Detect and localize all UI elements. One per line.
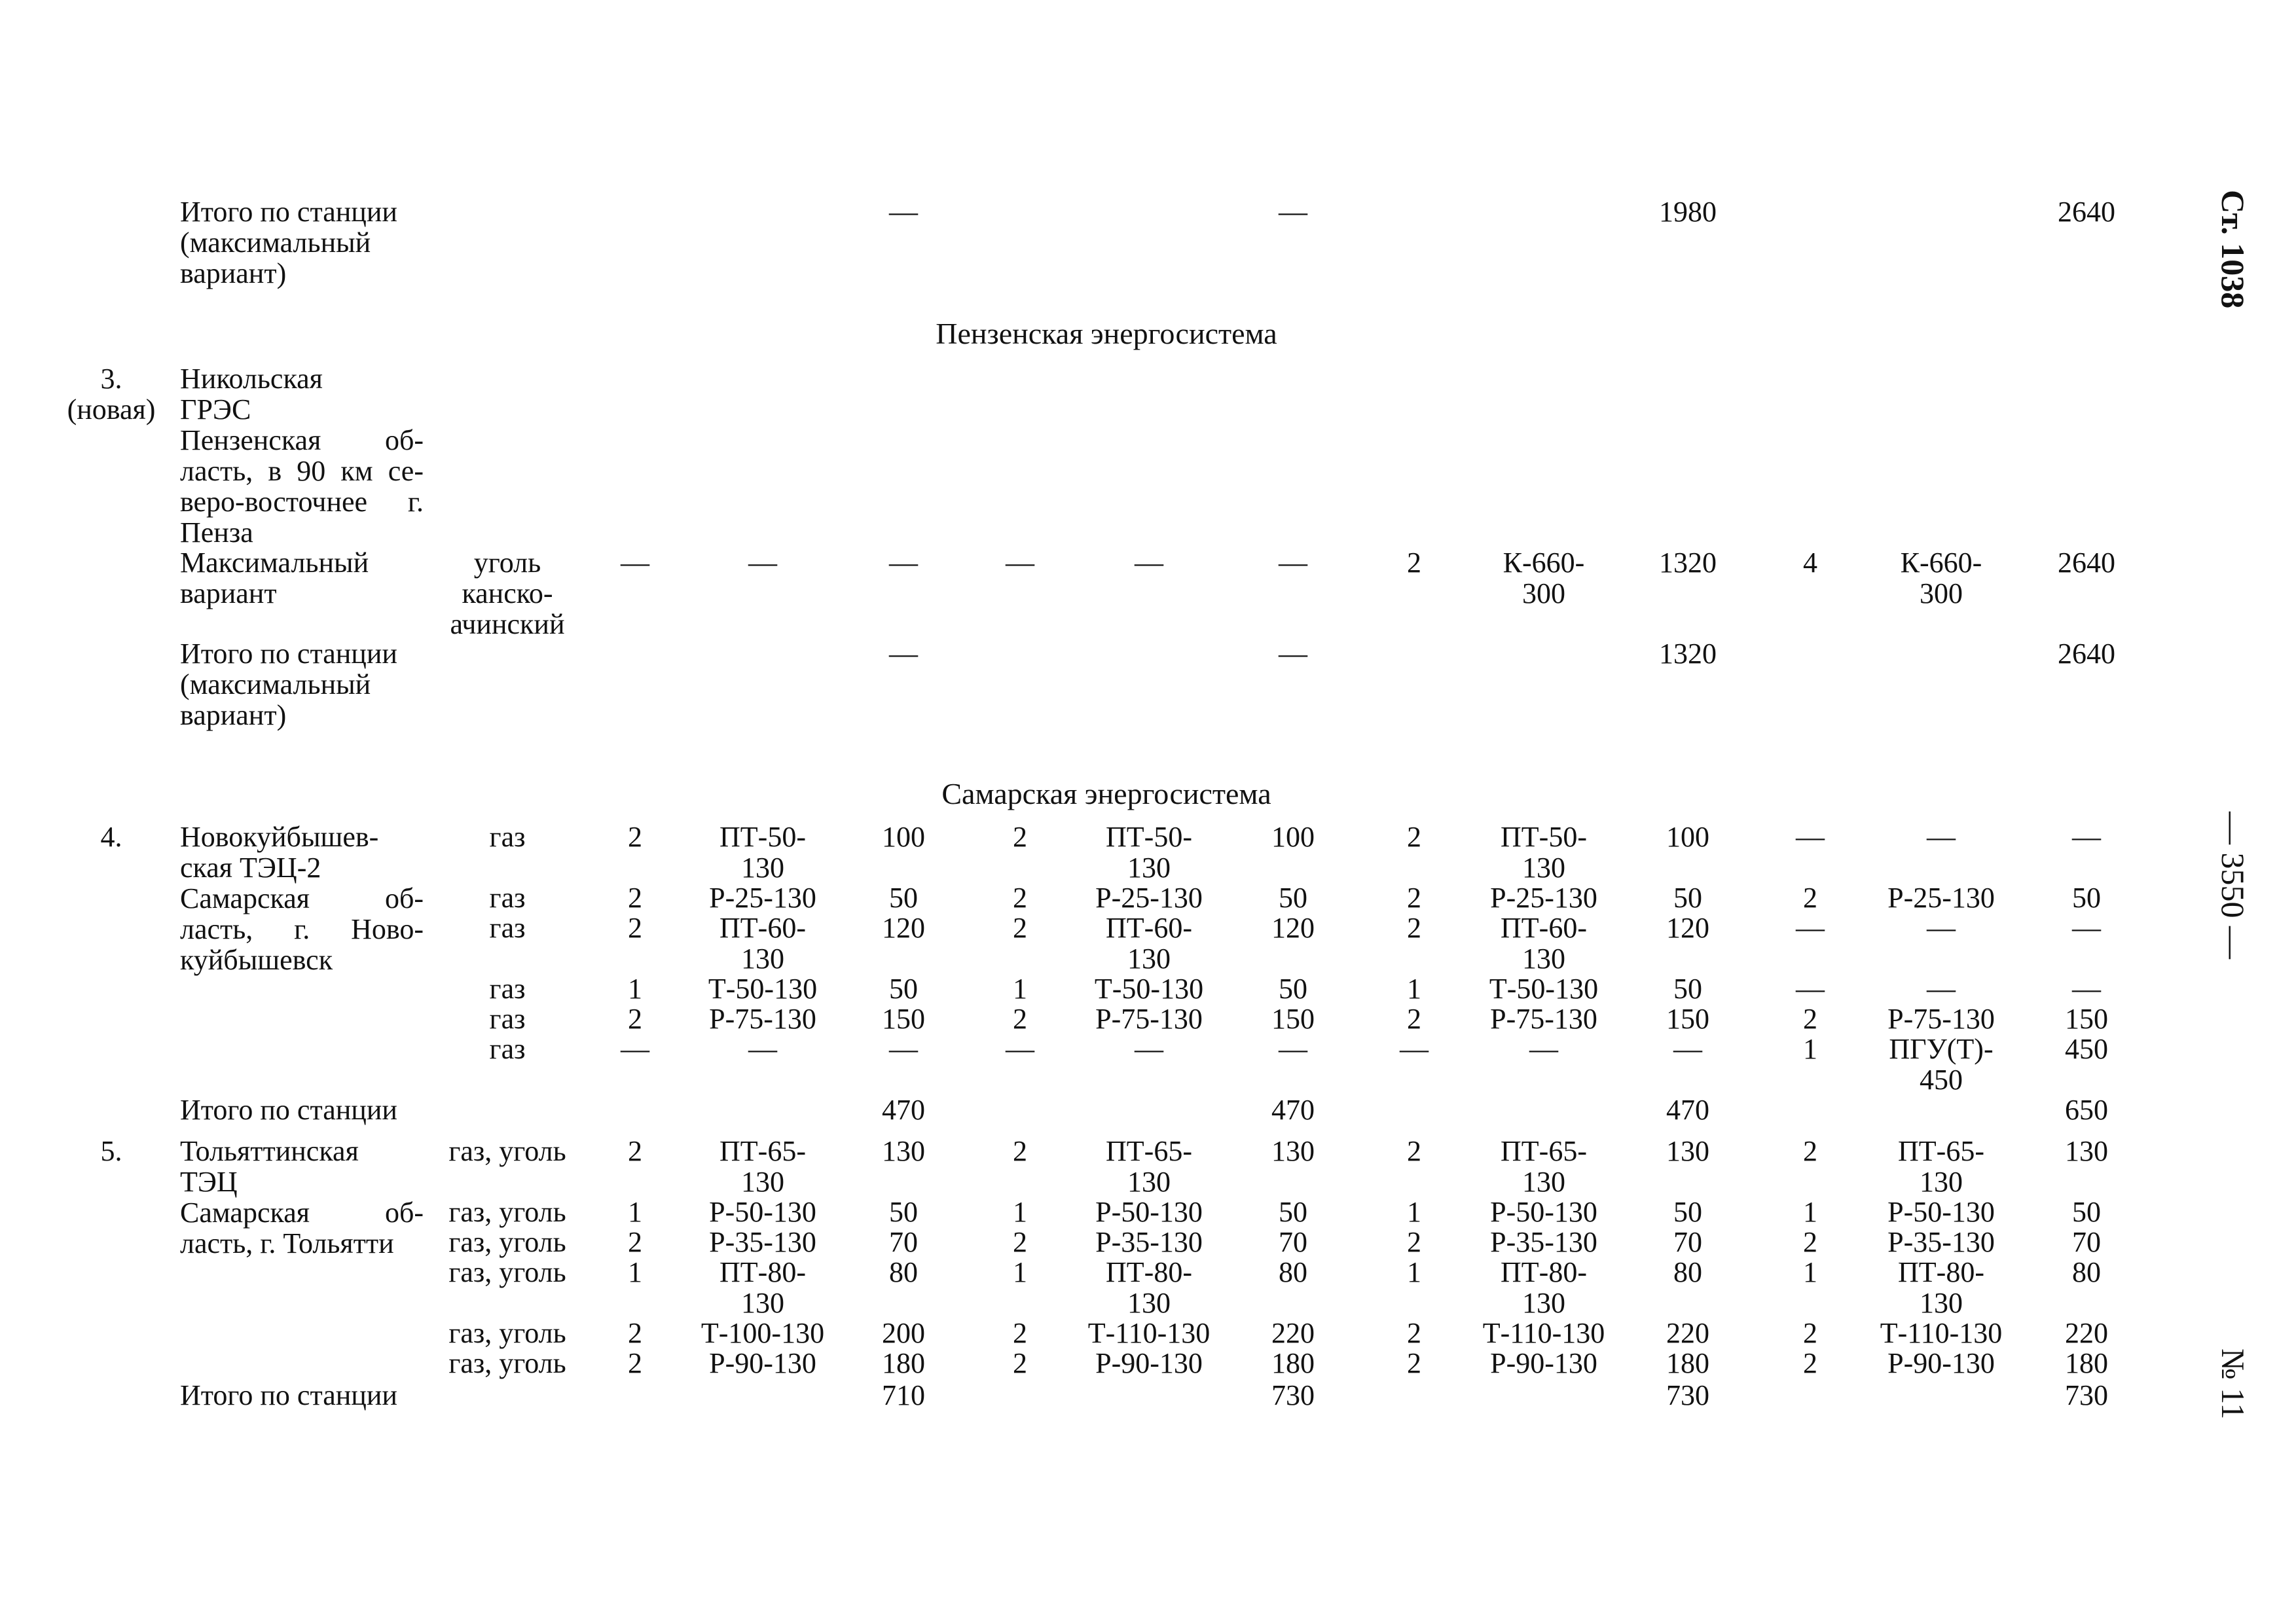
table-cell: 2 [628,1226,642,1258]
table-cell: 80 [889,1256,918,1288]
table-cell: 150 [882,1003,925,1035]
variant-label: Максимальный вариант [180,547,369,609]
table-cell: — [1135,1033,1163,1065]
table-cell: — [1529,1033,1558,1065]
table-cell: 2640 [2058,638,2115,670]
table-cell: Р-75-130 [1887,1003,1995,1035]
table-cell: — [1279,547,1307,579]
table-cell: 50 [1279,882,1307,914]
table-cell: 1320 [1659,547,1717,579]
table-cell: 2 [1407,1317,1421,1349]
table-cell: — [1796,821,1825,853]
table-cell: 2640 [2058,547,2115,579]
table-cell: — [1279,1033,1307,1065]
table-cell: — [1279,196,1307,228]
table-cell: 1 [1013,973,1027,1005]
table-cell: — [1279,638,1307,670]
table-cell: 4 [1803,547,1817,579]
table-cell: — [748,1033,777,1065]
table-cell: 1 [1407,973,1421,1005]
table-cell: 100 [882,821,925,853]
table-cell: 2 [628,912,642,944]
table-cell: 130 [1271,1135,1315,1167]
table-cell: 50 [1279,973,1307,1005]
table-cell: — [1927,912,1956,944]
table-cell: 220 [2065,1317,2108,1349]
table-cell: — [2072,973,2101,1005]
table-cell: Р-75-130 [709,1003,816,1035]
table-cell: Р-90-130 [1490,1347,1597,1379]
station-name: Никольская ГРЭС [180,363,323,425]
table-cell: 150 [2065,1003,2108,1035]
table-cell: — [621,1033,649,1065]
table-cell: Р-50-130 [1095,1196,1203,1228]
table-cell: 80 [1279,1256,1307,1288]
table-cell: 80 [1673,1256,1702,1288]
table-cell: 2 [1013,821,1027,853]
issue-number-side: № 11 [2215,1348,2251,1420]
table-cell: — [1400,1033,1429,1065]
table-cell: 50 [1673,973,1702,1005]
table-cell: 1 [1803,1256,1817,1288]
table-cell: 470 [882,1094,925,1126]
table-cell: 2 [1407,882,1421,914]
table-cell: 50 [889,882,918,914]
table-cell: 1320 [1659,638,1717,670]
table-cell: ПТ-50- 130 [1106,821,1192,884]
table-cell: 150 [1271,1003,1315,1035]
table-cell: ПТ-60- 130 [1106,912,1192,975]
table-cell: 2 [1803,1317,1817,1349]
table-cell: ПТ-65- 130 [1501,1135,1587,1198]
table-cell: Р-50-130 [1490,1196,1597,1228]
table-cell: газ, уголь [448,1135,566,1167]
table-cell: — [889,547,918,579]
table-cell: 1 [1013,1256,1027,1288]
table-cell: ПТ-80- 130 [1106,1256,1192,1319]
total-label: Итого по станции [180,1379,397,1411]
table-cell: 450 [2065,1033,2108,1065]
table-cell: 2 [1013,1317,1027,1349]
table-cell: 80 [2072,1256,2101,1288]
table-cell: Р-75-130 [1490,1003,1597,1035]
table-cell: — [2072,912,2101,944]
table-cell: — [1796,973,1825,1005]
table-cell: 1 [1407,1256,1421,1288]
table-cell: 1 [1803,1033,1817,1065]
table-cell: 2640 [2058,196,2115,228]
table-cell: газ [489,973,526,1005]
table-cell: 2 [1407,1226,1421,1258]
table-cell: 1980 [1659,196,1717,228]
table-cell: Р-90-130 [1095,1347,1203,1379]
table-cell: ПТ-65- 130 [1898,1135,1984,1198]
table-cell: 70 [2072,1226,2101,1258]
table-cell: — [1796,912,1825,944]
table-cell: 2 [1803,882,1817,914]
table-cell: — [1006,1033,1034,1065]
table-cell: 730 [1271,1379,1315,1411]
table-cell: — [889,196,918,228]
table-cell: 2 [628,1135,642,1167]
table-cell: — [621,547,649,579]
table-cell: 730 [1666,1379,1709,1411]
station-number: 5. [100,1135,122,1167]
table-cell: 50 [1279,1196,1307,1228]
table-cell: 2 [1803,1003,1817,1035]
page-number-side: — 3550 — [2215,812,2251,959]
table-cell: Р-35-130 [709,1226,816,1258]
table-cell: 1 [1803,1196,1817,1228]
table-cell: 2 [1407,547,1421,579]
table-cell: 180 [882,1347,925,1379]
table-cell: К-660- 300 [1900,547,1982,609]
table-cell: 2 [1013,1226,1027,1258]
table-cell: Т-100-130 [701,1317,825,1349]
table-cell: 2 [628,821,642,853]
table-cell: Р-25-130 [1095,882,1203,914]
table-cell: 70 [1279,1226,1307,1258]
table-cell: Т-110-130 [1880,1317,2003,1349]
table-cell: 130 [1666,1135,1709,1167]
table-cell: 1 [628,1256,642,1288]
total-label: Итого по станции (максимальный вариант) [180,196,397,289]
table-cell: Т-50-130 [1094,973,1204,1005]
table-cell: 2 [1013,1135,1027,1167]
table-cell: газ [489,821,526,853]
table-cell: 2 [1013,882,1027,914]
table-cell: 730 [2065,1379,2108,1411]
table-cell: 2 [628,1317,642,1349]
section-title-samara: Самарская энергосистема [941,777,1271,810]
table-cell: — [1135,547,1163,579]
table-cell: Р-25-130 [709,882,816,914]
table-cell: Р-50-130 [1887,1196,1995,1228]
table-cell: 2 [1803,1347,1817,1379]
table-cell: 50 [1673,1196,1702,1228]
table-cell: газ [489,1003,526,1035]
table-cell: 2 [628,1347,642,1379]
station-location: Пензенская об-ласть, в 90 км се-веро-восточнее г. Пенза [180,424,424,549]
table-cell: 710 [882,1379,925,1411]
table-cell: 2 [628,882,642,914]
table-cell: 50 [2072,1196,2101,1228]
table-cell: газ [489,1033,526,1065]
table-cell: 70 [889,1226,918,1258]
table-cell: ПТ-50- 130 [720,821,806,884]
table-cell: Т-50-130 [708,973,818,1005]
total-label: Итого по станции [180,1094,397,1126]
table-cell: ПТ-65- 130 [720,1135,806,1198]
table-cell: газ, уголь [448,1317,566,1349]
table-cell: 200 [882,1317,925,1349]
table-cell: газ, уголь [448,1226,566,1258]
table-cell: 220 [1271,1317,1315,1349]
table-cell: ПТ-80- 130 [720,1256,806,1319]
table-cell: 2 [1013,1347,1027,1379]
table-cell: 2 [628,1003,642,1035]
table-cell: 120 [1271,912,1315,944]
table-cell: ПГУ(Т)- 450 [1889,1033,1994,1096]
table-cell: Т-110-130 [1482,1317,1605,1349]
station-name: Новокуйбышев- ская ТЭЦ-2 [180,821,379,884]
table-cell: газ [489,882,526,914]
table-cell: 70 [1673,1226,1702,1258]
table-cell: Р-35-130 [1095,1226,1203,1258]
table-cell: уголь канско- ачинский [450,547,565,640]
table-cell: ПТ-50- 130 [1501,821,1587,884]
table-cell: 470 [1271,1094,1315,1126]
table-cell: 180 [2065,1347,2108,1379]
table-cell: Р-75-130 [1095,1003,1203,1035]
table-cell: 100 [1666,821,1709,853]
table-cell: 150 [1666,1003,1709,1035]
table-cell: ПТ-80- 130 [1501,1256,1587,1319]
table-cell: Т-110-130 [1087,1317,1211,1349]
table-cell: 2 [1407,1347,1421,1379]
table-cell: Р-90-130 [709,1347,816,1379]
table-cell: Р-35-130 [1490,1226,1597,1258]
table-cell: Р-35-130 [1887,1226,1995,1258]
table-cell: ПТ-60- 130 [720,912,806,975]
table-cell: 650 [2065,1094,2108,1126]
table-cell: 50 [2072,882,2101,914]
table-cell: 50 [889,1196,918,1228]
table-cell: газ [489,912,526,944]
table-cell: — [889,638,918,670]
table-cell: 100 [1271,821,1315,853]
table-cell: 1 [628,973,642,1005]
table-cell: — [1927,973,1956,1005]
table-cell: 50 [1673,882,1702,914]
table-cell: 50 [889,973,918,1005]
table-cell: 220 [1666,1317,1709,1349]
table-cell: ПТ-80- 130 [1898,1256,1984,1319]
table-cell: 2 [1407,912,1421,944]
station-number: 4. [100,821,122,853]
table-cell: ПТ-60- 130 [1501,912,1587,975]
table-cell: 2 [1013,912,1027,944]
table-cell: — [889,1033,918,1065]
table-cell: Р-50-130 [709,1196,816,1228]
table-cell: — [1927,821,1956,853]
table-cell: 2 [1013,1003,1027,1035]
table-cell: 180 [1271,1347,1315,1379]
table-cell: Р-25-130 [1887,882,1995,914]
table-cell: — [748,547,777,579]
table-cell: ПТ-65- 130 [1106,1135,1192,1198]
table-cell: 2 [1407,1135,1421,1167]
table-cell: 120 [1666,912,1709,944]
table-cell: 2 [1407,1003,1421,1035]
table-cell: 1 [1407,1196,1421,1228]
table-cell: Р-25-130 [1490,882,1597,914]
table-cell: — [1006,547,1034,579]
table-cell: К-660- 300 [1503,547,1585,609]
table-cell: 470 [1666,1094,1709,1126]
table-cell: — [1673,1033,1702,1065]
table-cell: 1 [1013,1196,1027,1228]
table-cell: 120 [882,912,925,944]
table-cell: — [2072,821,2101,853]
station-location: Самарская об-ласть, г. Ново-куйбышевск [180,882,424,976]
station-name: Тольяттинская ТЭЦ [180,1135,359,1198]
section-title-penza: Пензенская энергосистема [936,317,1277,350]
table-cell: 1 [628,1196,642,1228]
table-cell: 180 [1666,1347,1709,1379]
table-cell: 2 [1803,1226,1817,1258]
table-cell: 2 [1407,821,1421,853]
table-cell: Р-90-130 [1887,1347,1995,1379]
table-cell: газ, уголь [448,1196,566,1228]
table-cell: газ, уголь [448,1256,566,1288]
table-cell: 130 [2065,1135,2108,1167]
station-location: Самарская об-ласть, г. Тольятти [180,1197,424,1259]
table-cell: 130 [882,1135,925,1167]
table-cell: Т-50-130 [1489,973,1599,1005]
station-number: 3. (новая) [67,363,156,425]
table-cell: газ, уголь [448,1347,566,1379]
total-label: Итого по станции (максимальный вариант) [180,638,397,731]
table-cell: 2 [1803,1135,1817,1167]
page-header-side: Ст. 1038 [2215,190,2251,309]
